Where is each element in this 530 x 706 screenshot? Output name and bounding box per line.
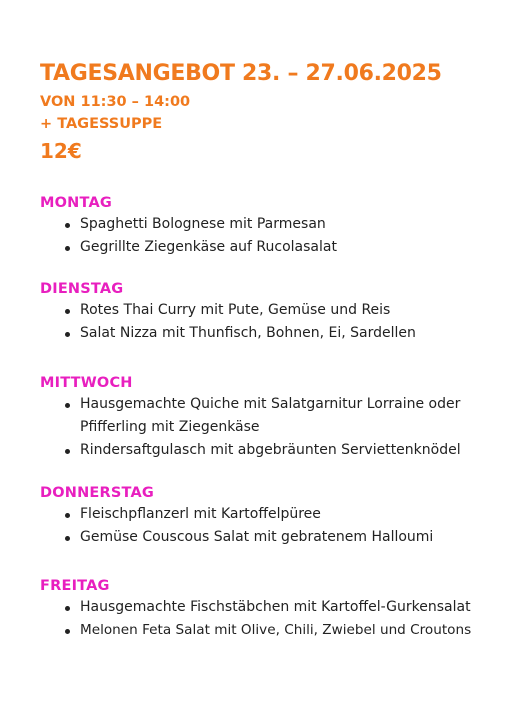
dish-item: [40, 213, 525, 236]
serving-time: VON 11:30 – 14:00: [40, 94, 191, 110]
dish-list: [40, 299, 525, 345]
dish-list: [40, 503, 525, 549]
bullet-icon: [65, 332, 70, 337]
dish-list: [40, 393, 525, 462]
price: 12€: [40, 139, 82, 163]
dish-text: Rotes Thai Curry mit Pute, Gemüse und Reis: [80, 302, 391, 318]
bullet-icon: [65, 246, 70, 251]
dish-text: Hausgemachte Fischstäbchen mit Kartoffel-Gurkensalat: [80, 599, 471, 615]
dish-list: [40, 596, 525, 642]
bullet-icon: [65, 309, 70, 314]
day-section-donnerstag: [40, 483, 525, 549]
dish-list: [40, 213, 525, 259]
day-heading: DIENSTAG: [40, 281, 124, 297]
bullet-icon: [65, 629, 70, 634]
dish-text: Rindersaftgulasch mit abgebräunten Serviettenknödel: [80, 442, 461, 458]
bullet-icon: [65, 513, 70, 518]
dish-item: [40, 619, 525, 642]
dish-text: Gegrillte Ziegenkäse auf Rucolasalat: [80, 239, 337, 255]
dish-item: [40, 299, 525, 322]
dish-item: [40, 596, 525, 619]
dish-text: Hausgemachte Quiche mit Salatgarnitur Lorraine oder Pfifferling mit Ziegenkäse: [80, 396, 461, 435]
dish-text: Fleischpflanzerl mit Kartoffelpüree: [80, 506, 321, 522]
soup-note: + TAGESSUPPE: [40, 116, 163, 132]
day-heading: FREITAG: [40, 578, 110, 594]
day-heading: MONTAG: [40, 195, 112, 211]
bullet-icon: [65, 536, 70, 541]
dish-item: [40, 503, 525, 526]
day-heading: DONNERSTAG: [40, 485, 155, 501]
dish-text: Spaghetti Bolognese mit Parmesan: [80, 216, 326, 232]
bullet-icon: [65, 223, 70, 228]
dish-text: Gemüse Couscous Salat mit gebratenem Halloumi: [80, 529, 434, 545]
day-section-dienstag: [40, 279, 525, 345]
day-section-mittwoch: [40, 373, 525, 462]
dish-item: [40, 526, 525, 549]
menu-header: [40, 60, 520, 165]
day-section-montag: [40, 193, 525, 259]
day-section-freitag: [40, 576, 525, 642]
dish-text: Melonen Feta Salat mit Olive, Chili, Zwiebel und Croutons: [80, 622, 472, 638]
dish-text: Salat Nizza mit Thunfisch, Bohnen, Ei, Sardellen: [80, 325, 416, 341]
dish-item: [40, 322, 525, 345]
bullet-icon: [65, 403, 70, 408]
dish-item: [40, 439, 525, 462]
page-title: TAGESANGEBOT 23. – 27.06.2025: [40, 61, 442, 86]
bullet-icon: [65, 606, 70, 611]
day-heading: MITTWOCH: [40, 375, 133, 391]
dish-item: [40, 236, 525, 259]
bullet-icon: [65, 449, 70, 454]
dish-item: [40, 393, 525, 439]
